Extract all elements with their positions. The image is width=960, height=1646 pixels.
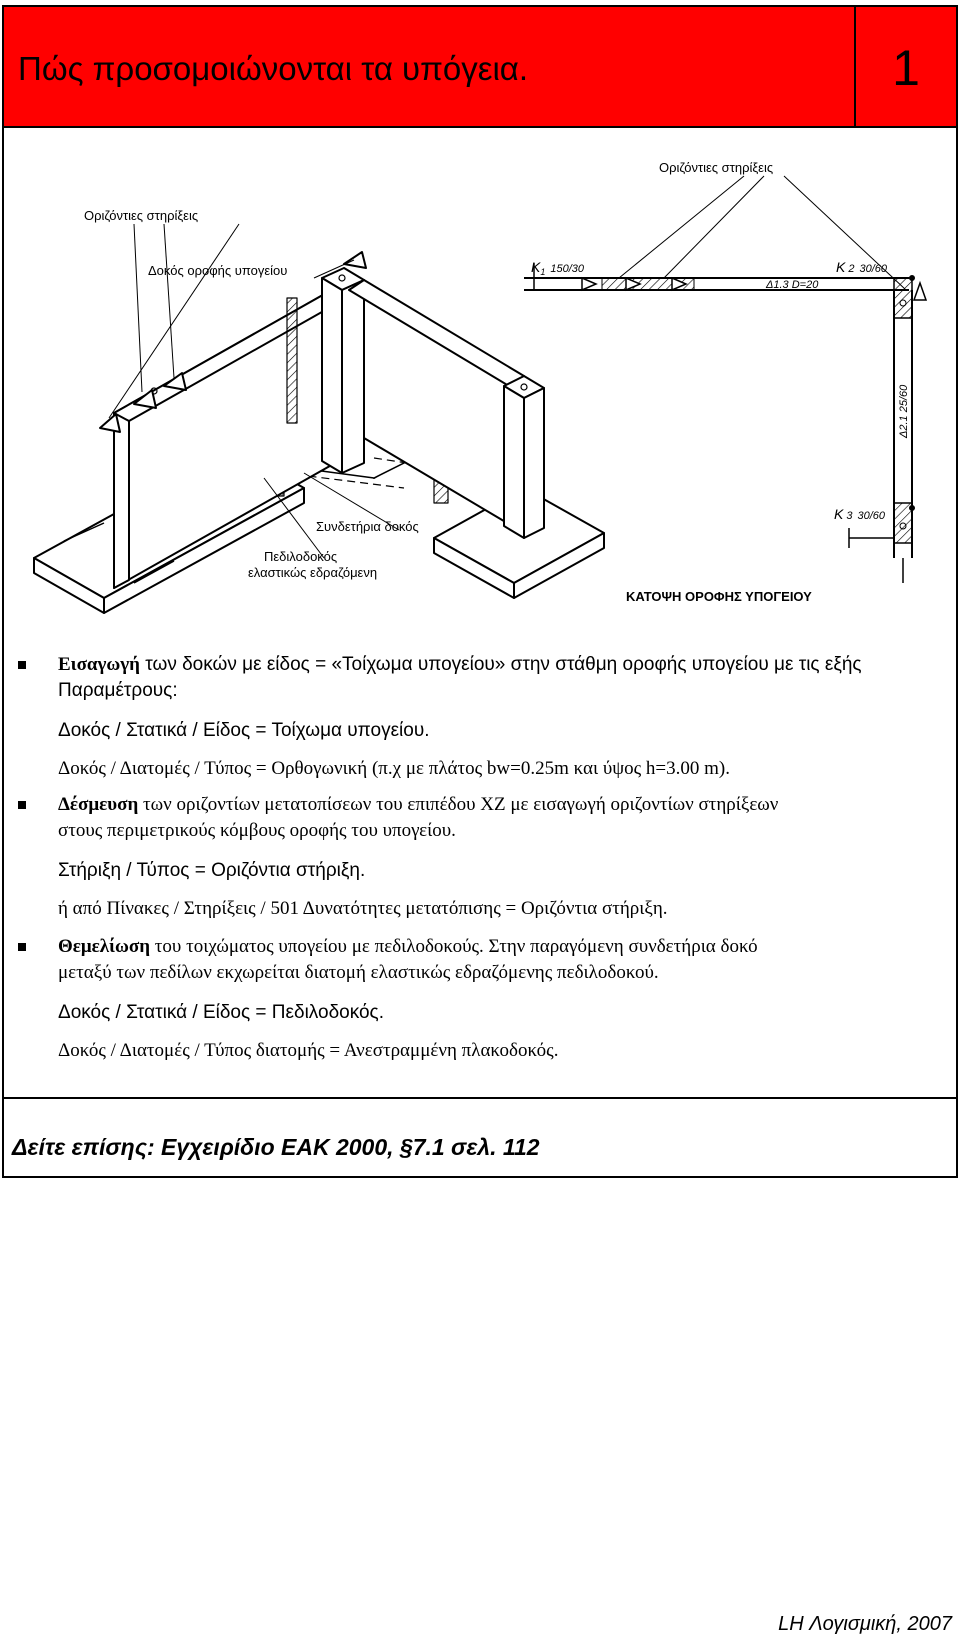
plan-title: ΚΑΤΟΨΗ ΟΡΟΦΗΣ ΥΠΟΓΕΙΟΥ [626, 589, 812, 604]
label-roof-beam: Δοκός οροφής υπογείου [148, 263, 288, 278]
label-k1: K [531, 259, 541, 275]
svg-text:K230/60 [836, 259, 888, 275]
header-bar [4, 7, 956, 128]
item-3-sub-2: Δοκός / Διατομές / Τύπος διατομής = Ανεστραμμένη πλακοδοκός. [58, 1040, 559, 1061]
item-1-rest: των δοκών με είδος = «Τοίχωμα υπογείου» στην στάθμη οροφής υπογείου με τις εξής [139, 654, 862, 675]
label-beam-d21: Δ2.1 25/60 [898, 384, 910, 438]
label-horizontal-supports-left: Οριζόντιες στηρίξεις [84, 208, 199, 223]
page-frame [2, 5, 958, 1178]
item-1-sub-2: Δοκός / Διατομές / Τύπος = Ορθογωνική (π.χ με πλάτος bw=0.25m και ύψος h=3.00 m). [58, 758, 731, 779]
label-tie-beam: Συνδετήρια δοκός [316, 519, 419, 534]
svg-text:K330/60 [834, 506, 886, 522]
footer-credit: LH Λογισμική, 2007 [778, 1613, 952, 1635]
label-k2-sub: 2 [848, 263, 855, 275]
item-1-sub-1: Δοκός / Στατικά / Είδος = Τοίχωμα υπογείου. [58, 720, 430, 741]
label-k3-sub: 3 [846, 510, 853, 522]
item-3-rest: του τοιχώματος υπογείου με πεδιλοδοκούς. Στην παραγόμενη συνδετήρια δοκό [150, 936, 758, 957]
label-footing-beam-1: Πεδιλοδοκός [264, 549, 338, 564]
see-also-reference: Δείτε επίσης: Εγχειρίδιο ΕΑΚ 2000, §7.1 σελ. 112 [12, 1134, 540, 1160]
item-2-line-2: στους περιμετρικούς κόμβους οροφής του υπογείου. [58, 820, 456, 841]
item-3-bold: Θεμελίωση [58, 936, 151, 957]
svg-text:K1150/30 [531, 259, 585, 277]
label-beam-d13: Δ1.3 D=20 [766, 279, 819, 291]
item-3-line-2: μεταξύ των πεδίλων εκχωρείται διατομή ελαστικώς εδραζόμενης πεδιλοδοκού. [58, 962, 659, 983]
label-k2: K [836, 259, 846, 275]
bullet-3 [18, 943, 26, 951]
label-horizontal-supports-plan: Οριζόντιες στηρίξεις [659, 160, 774, 175]
item-2-sub-2: ή από Πίνακες / Στηρίξεις / 501 Δυνατότητες μετατόπισης = Οριζόντια στήριξη. [58, 898, 668, 919]
label-k1-sub: 1 [540, 267, 546, 277]
bullet-1 [18, 661, 26, 669]
item-2-rest: των οριζοντίων μετατοπίσεων του επιπέδου XZ με εισαγωγή οριζοντίων στηρίξεων [138, 794, 779, 815]
label-k3-dim: 30/60 [857, 510, 885, 522]
item-2-bold: Δέσμευση [58, 794, 139, 815]
label-k2-dim: 30/60 [859, 263, 887, 275]
page-title: Πώς προσομοιώνονται τα υπόγεια. [18, 50, 529, 87]
item-1-bold: Εισαγωγή [58, 654, 140, 675]
item-1-line-2: Παραμέτρους: [58, 680, 178, 701]
label-k3: K [834, 506, 844, 522]
item-1-line-1 [58, 651, 938, 678]
see-also-divider [4, 1097, 956, 1099]
page-number: 1 [892, 39, 920, 96]
item-2-line-1 [58, 791, 938, 818]
diagram-svg [4, 128, 956, 658]
item-3-line-1 [58, 933, 938, 960]
basement-diagram [4, 128, 956, 658]
bullet-2 [18, 801, 26, 809]
label-k1-dim: 150/30 [550, 263, 585, 275]
label-footing-beam-2: ελαστικώς εδραζόμενη [248, 565, 378, 580]
item-2-sub-1: Στήριξη / Τύπος = Οριζόντια στήριξη. [58, 860, 366, 881]
item-3-sub-1: Δοκός / Στατικά / Είδος = Πεδιλοδοκός. [58, 1002, 384, 1023]
